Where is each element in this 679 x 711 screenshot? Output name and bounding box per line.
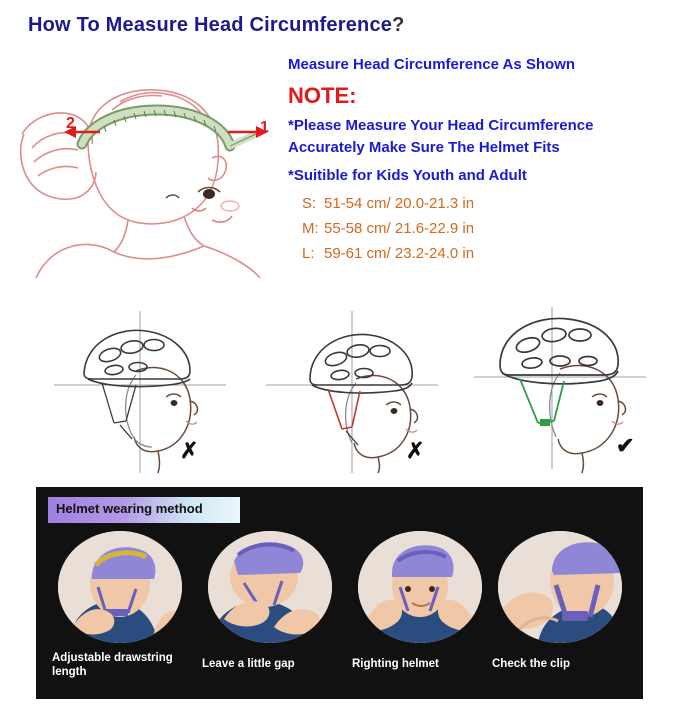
size-value-m: 55-58 cm/ 21.6-22.9 in bbox=[324, 220, 475, 237]
step-3-illustration bbox=[358, 531, 482, 643]
wearing-step-1 bbox=[48, 531, 194, 691]
wearing-step-3-photo bbox=[358, 531, 482, 643]
size-label-m: M: bbox=[302, 220, 319, 237]
callout-number-2: 2 bbox=[66, 115, 75, 132]
wearing-step-3 bbox=[348, 531, 494, 691]
note-label: NOTE: bbox=[288, 83, 357, 108]
fit-example-1-drawing bbox=[40, 305, 240, 480]
wearing-step-4-caption: Check the clip bbox=[492, 658, 570, 670]
eye bbox=[203, 189, 215, 199]
size-row-l bbox=[302, 241, 668, 266]
measure-text-panel bbox=[288, 55, 668, 266]
wearing-step-4 bbox=[488, 531, 634, 691]
size-row-s bbox=[302, 191, 668, 216]
page-title bbox=[28, 14, 405, 37]
wearing-step-1-caption: Adjustable drawstring length bbox=[52, 652, 173, 678]
wearing-step-2-caption: Leave a little gap bbox=[202, 658, 295, 670]
step-2-illustration bbox=[208, 531, 332, 643]
wearing-method-panel bbox=[36, 487, 643, 699]
wearing-step-2 bbox=[198, 531, 344, 691]
wearing-step-2-photo bbox=[208, 531, 332, 643]
callout-number-1: 1 bbox=[260, 119, 269, 136]
size-value-s: 51-54 cm/ 20.0-21.3 in bbox=[324, 195, 475, 212]
fit-example-2-mark: ✗ bbox=[406, 438, 425, 463]
fit-example-1-mark: ✗ bbox=[180, 438, 199, 463]
helmet-fit-examples bbox=[30, 305, 660, 480]
note-line-1: *Please Measure Your Head Circumference bbox=[288, 117, 594, 134]
baby-illustration-svg bbox=[16, 48, 278, 278]
wearing-step-4-photo bbox=[498, 531, 622, 643]
size-label-s: S: bbox=[302, 195, 317, 212]
fit-example-1 bbox=[40, 305, 240, 480]
fit-example-3-mark: ✔ bbox=[616, 433, 635, 458]
fit-example-2 bbox=[252, 305, 452, 480]
size-row-m bbox=[302, 216, 668, 241]
suitable-line: *Suitible for Kids Youth and Adult bbox=[288, 167, 527, 184]
measure-heading: Measure Head Circumference As Shown bbox=[288, 56, 576, 73]
fit-example-3 bbox=[460, 305, 660, 480]
note-line-2: Accurately Make Sure The Helmet Fits bbox=[288, 139, 560, 156]
size-label-l: L: bbox=[302, 245, 315, 262]
step-4-illustration bbox=[498, 531, 622, 643]
wearing-method-title-banner bbox=[48, 497, 240, 523]
wearing-step-1-photo bbox=[58, 531, 182, 643]
wearing-step-3-caption: Righting helmet bbox=[352, 658, 439, 670]
page-title-question-mark: ? bbox=[392, 14, 405, 36]
size-value-l: 59-61 cm/ 23.2-24.0 in bbox=[324, 245, 475, 262]
step-1-illustration bbox=[58, 531, 182, 643]
wearing-method-title: Helmet wearing method bbox=[56, 501, 203, 516]
baby-head-measuring-illustration bbox=[16, 48, 278, 278]
page-title-text: How To Measure Head Circumference bbox=[28, 14, 393, 36]
